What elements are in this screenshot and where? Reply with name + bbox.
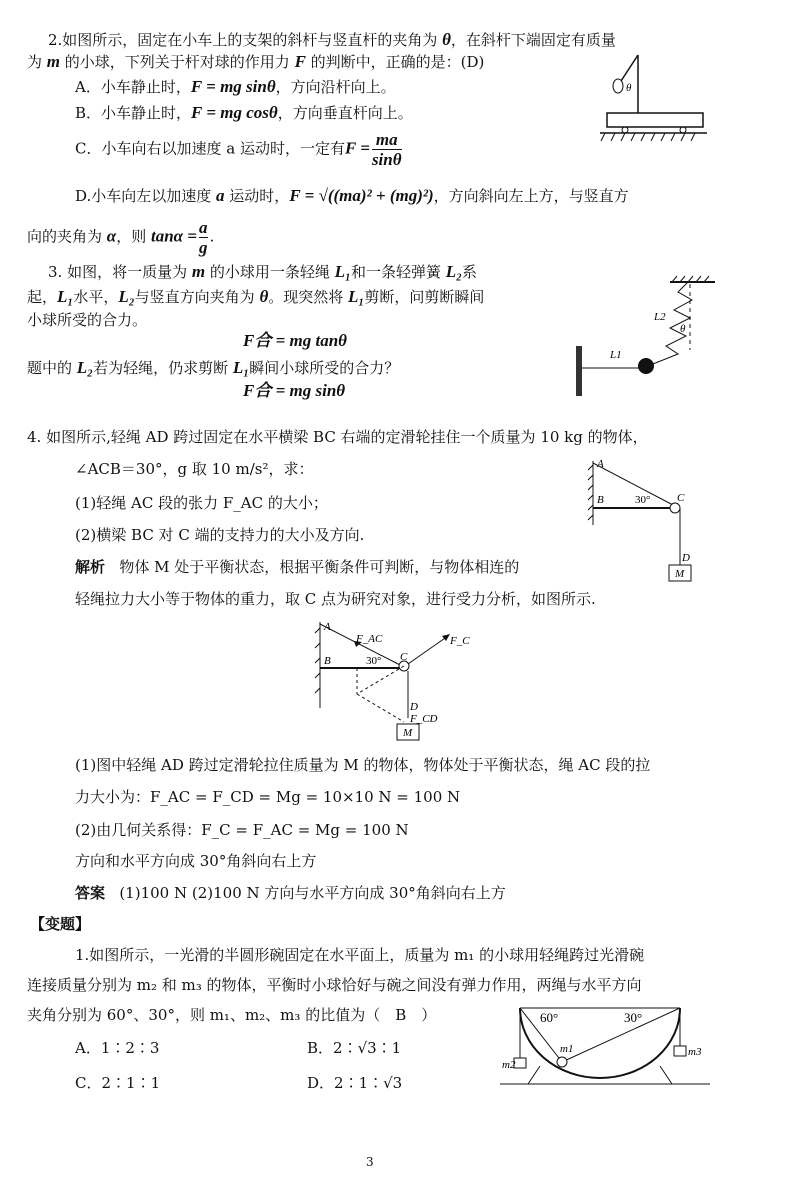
math: α — [106, 226, 117, 246]
text: D.小车向左以加速度 — [75, 187, 217, 205]
m2-label: m2 — [502, 1059, 516, 1071]
m3-label: m3 — [688, 1046, 702, 1058]
label-FC: F_C — [450, 635, 470, 647]
label-C: C — [677, 492, 685, 504]
q2-option-a — [75, 77, 396, 97]
math: L₁ — [57, 287, 74, 306]
q3-line2 — [27, 287, 484, 307]
text: ，方向垂直杆向上。 — [277, 104, 413, 122]
math: L₁ — [334, 262, 351, 281]
math: L₁ — [348, 287, 365, 306]
option-d: D．2∶1∶√3 — [307, 1074, 403, 1092]
q2-option-b — [75, 103, 413, 123]
analysis-label: 解析 — [75, 558, 106, 576]
text: 瞬间小球所受的合力？ — [249, 359, 400, 377]
q3-answer2: F合 = mg sinθ — [243, 381, 346, 400]
text: 3. 如图，将一质量为 — [48, 263, 192, 281]
q4-part2: (2)横梁 BC 对 C 端的支持力的大小及方向. — [75, 526, 365, 544]
variant-line2: 连接质量分别为 m₂ 和 m₃ 的物体，平衡时小球恰好与碗之间没有弹力作用，两绳与水平方向 — [27, 976, 642, 994]
q4-solution2: (2)由几何关系得：F_C = F_AC = Mg = 100 N — [75, 821, 409, 839]
math: F — [294, 52, 306, 71]
numerator: ma — [372, 130, 402, 150]
text: ，在斜杆下端固定有质量 — [450, 31, 616, 49]
math: θ — [442, 30, 451, 49]
spring-figure — [570, 270, 720, 410]
L1-label: L1 — [610, 349, 622, 361]
label-B: B — [597, 494, 604, 506]
q4-line1: 4. 如图所示,轻绳 AD 跨过固定在水平横梁 BC 右端的定滑轮挂住一个质量为 10 kg 的物体， — [27, 428, 648, 446]
label-FAC: F_AC — [356, 633, 383, 645]
math: tanα = — [150, 226, 197, 246]
label-B: B — [324, 655, 331, 667]
label-M: M — [403, 727, 413, 739]
math: θ — [259, 287, 269, 306]
q4-analysis — [75, 557, 519, 577]
q3-line4 — [27, 358, 399, 378]
angle-label: 30° — [366, 655, 382, 667]
math: m — [191, 262, 206, 281]
option-a: A．1∶2∶3 — [75, 1039, 160, 1057]
denominator: g — [199, 238, 208, 257]
math: L₂ — [118, 287, 135, 306]
angle-60-label: 60° — [540, 1010, 559, 1025]
q3-line1 — [48, 262, 477, 282]
label-D: D — [410, 701, 418, 713]
math: L₁ — [232, 358, 250, 377]
q4-figure — [585, 455, 700, 585]
q2-option-c — [75, 130, 404, 169]
variant-line3: 夹角分别为 60°、30°，则 m₁、m₂、m₃ 的比值为（ B ） — [27, 1006, 437, 1024]
text: 系 — [462, 263, 478, 281]
math: F = √((ma)² + (mg)²) — [289, 186, 434, 205]
q2-line2 — [27, 52, 484, 72]
q4-line2: ∠ACB＝30°，g 取 10 m/s²，求： — [75, 460, 314, 478]
m1-label: m1 — [560, 1043, 574, 1055]
text: ，方向斜向左上方，与竖直方 — [433, 187, 629, 205]
angle-label: 30° — [635, 494, 651, 506]
text: 运动时， — [224, 187, 290, 205]
text: 水平， — [73, 288, 119, 306]
page-number: 3 — [366, 1155, 374, 1169]
text: B．小车静止时， — [75, 104, 192, 122]
bowl-figure — [500, 1000, 710, 1090]
math: a — [216, 186, 225, 205]
force-diagram — [312, 618, 492, 746]
fraction — [372, 130, 402, 169]
text: (1)100 N (2)100 N 方向与水平方向成 30°角斜向右上方 — [119, 884, 506, 902]
fraction — [199, 218, 208, 257]
math: L₂ — [445, 262, 463, 281]
answer-label: 答案 — [75, 884, 106, 902]
text: ，则 — [116, 227, 151, 246]
theta-label: θ — [680, 323, 686, 335]
text: 起， — [27, 288, 58, 306]
q4-part1: (1)轻绳 AC 段的张力 F_AC 的大小； — [75, 494, 328, 512]
denominator: sinθ — [371, 150, 402, 169]
label-D: D — [682, 552, 690, 564]
option-b: B．2∶√3∶1 — [307, 1039, 402, 1057]
text: A．小车静止时， — [75, 78, 191, 96]
option-c: C．2∶1∶1 — [75, 1074, 161, 1092]
cart-figure — [595, 35, 710, 165]
theta-label: θ — [626, 82, 632, 94]
q4-answer — [75, 883, 506, 903]
text: 的判断中，正确的是：(D) — [305, 53, 485, 71]
math: m — [46, 52, 61, 71]
q4-solution2-cont: 方向和水平方向成 30°角斜向右上方 — [75, 852, 317, 870]
text: 题中的 — [27, 359, 77, 377]
L2-label: L2 — [654, 311, 666, 323]
angle-30-label: 30° — [624, 1010, 643, 1025]
q2-line1 — [48, 30, 616, 50]
q2-option-d — [75, 186, 629, 206]
label-C: C — [400, 651, 408, 663]
text: 的小球用一条轻绳 — [205, 263, 335, 281]
text: C．小车向右以加速度 a 运动时，一定有 — [75, 139, 345, 158]
math: L₂ — [76, 358, 94, 377]
math: F = — [344, 138, 370, 158]
label-A: A — [597, 458, 604, 470]
text: 的小球，下列关于杆对球的作用力 — [60, 53, 295, 71]
text: . — [209, 227, 215, 246]
variant-title: 【变题】 — [30, 915, 91, 933]
numerator: a — [199, 218, 208, 237]
text: ，方向沿杆向上。 — [275, 78, 396, 96]
label-A: A — [324, 621, 331, 633]
text: 物体 M 处于平衡状态，根据平衡条件可判断，与物体相连的 — [119, 558, 520, 576]
q3-line3: 小球所受的合力。 — [27, 311, 148, 329]
text: 。现突然将 — [268, 288, 349, 306]
variant-line1: 1.如图所示，一光滑的半圆形碗固定在水平面上，质量为 m₁ 的小球用轻绳跨过光滑碗 — [75, 946, 645, 964]
text: 剪断，问剪断瞬间 — [364, 288, 485, 306]
label-FCD: F_CD — [410, 713, 438, 725]
q4-solution1-cont: 力大小为：F_AC = F_CD = Mg = 10×10 N = 100 N — [75, 788, 461, 806]
math: F = mg cosθ — [191, 103, 278, 122]
label-M: M — [675, 568, 685, 580]
text: 为 — [27, 53, 47, 71]
text: 向的夹角为 — [27, 227, 107, 246]
text: 2.如图所示，固定在小车上的支架的斜杆与竖直杆的夹角为 — [48, 31, 443, 49]
q4-analysis-cont: 轻绳拉力大小等于物体的重力，取 C 点为研究对象，进行受力分析，如图所示. — [75, 590, 596, 608]
text: 与竖直方向夹角为 — [134, 288, 260, 306]
text: 和一条轻弹簧 — [350, 263, 446, 281]
text: 若为轻绳，仍求剪断 — [93, 359, 233, 377]
q4-solution1: (1)图中轻绳 AD 跨过定滑轮拉住质量为 M 的物体，物体处于平衡状态，绳 AC 段的拉 — [75, 756, 651, 774]
q2-option-d-cont — [27, 218, 214, 257]
math: F = mg sinθ — [190, 77, 276, 96]
q3-answer1: F合 = mg tanθ — [243, 331, 348, 350]
